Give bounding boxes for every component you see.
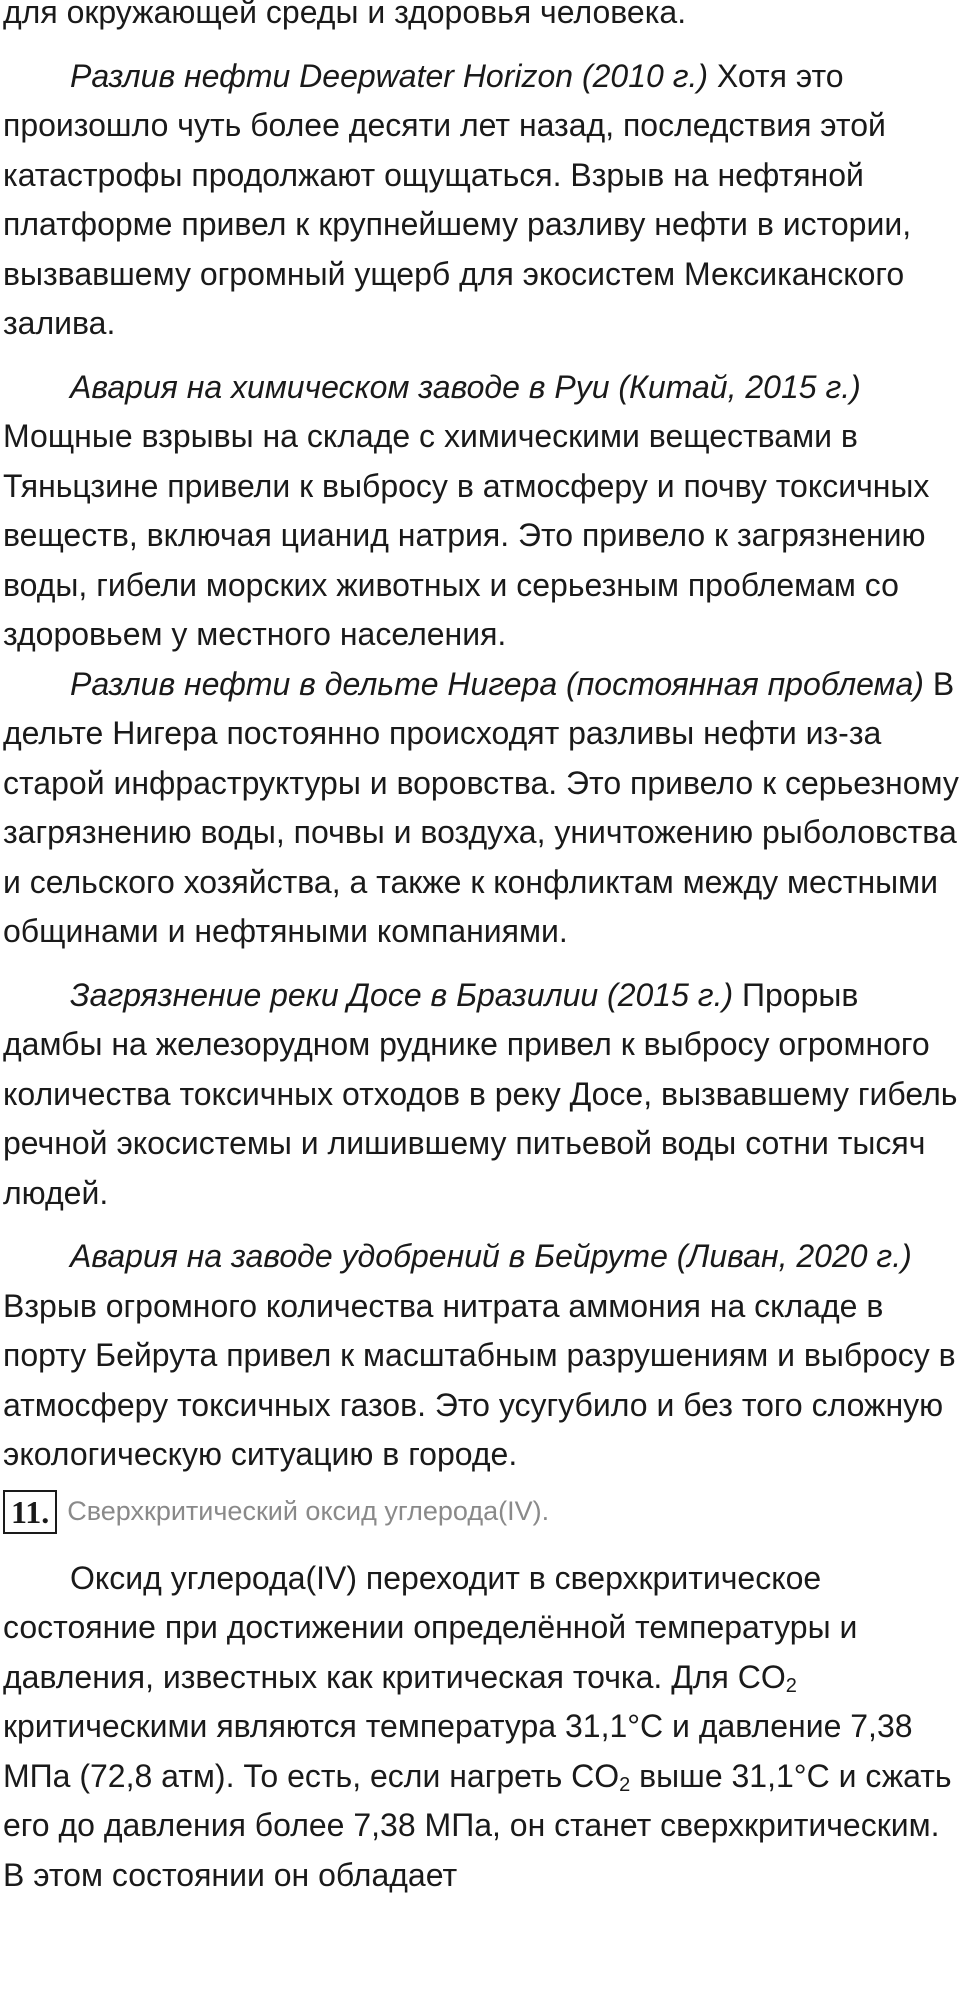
spacer	[0, 349, 960, 363]
case-title: Авария на заводе удобрений в Бейруте (Ливан, 2020 г.)	[70, 1238, 912, 1274]
case-paragraph	[0, 1232, 960, 1480]
case-text: Мощные взрывы на складе с химическими веществами в Тяньцзине привели к выбросу в атмосферу и почву токсичных веществ, включая цианид натрия. Это привело к загрязнению воды, гибели морских животных и серьезным проблемам со здоровьем у местного населения.	[3, 418, 930, 652]
answer-text: выше 31,1°С и сжать его до давления более 7,38 МПа, он станет сверхкритическим. В этом состоянии он обладает	[3, 1757, 952, 1893]
continuation-text: для окружающей среды и здоровья человека.	[3, 0, 687, 30]
case-text: В дельте Нигера постоянно происходят разливы нефти из-за старой инфраструктуры и воровства. Это привело к серьезному загрязнению воды, почвы и воздуха, уничтожению рыболовства и сельского хозяйства, а также к конфликтам между местными общинами и нефтяными компаниями.	[3, 665, 959, 949]
case-text: Взрыв огромного количества нитрата аммония на складе в порту Бейрута привел к масштабным разрушениям и выбросу в атмосферу токсичных газов. Это усугубило и без того сложную экологическую ситуацию в городе.	[3, 1287, 956, 1472]
case-text: Прорыв дамбы на железорудном руднике привел к выбросу огромного количества токсичных отходов в реку Досе, вызвавшему гибель речной экосистемы и лишившему питьевой воды сотни тысяч людей.	[3, 976, 958, 1211]
case-title: Загрязнение реки Досе в Бразилии (2015 г.)	[70, 976, 734, 1013]
case-title: Разлив нефти Deepwater Horizon (2010 г.)	[70, 57, 709, 94]
case-title: Разлив нефти в дельте Нигера (постоянная проблема)	[70, 665, 924, 702]
subscript: 2	[619, 1773, 631, 1796]
case-title: Авария на химическом заводе в Руи (Китай, 2015 г.)	[70, 368, 861, 405]
task-header	[0, 1486, 960, 1538]
case-paragraph	[0, 52, 960, 349]
task-title: Сверхкритический оксид углерода(IV).	[67, 1495, 550, 1526]
subscript: 2	[785, 1674, 797, 1697]
case-text: Хотя это произошло чуть более десяти лет назад, последствия этой катастрофы продолжают ощущаться. Взрыв на нефтяной платформе привел к крупнейшему разливу нефти в истории, вызвавшему огромный ущерб для экосистем Мексиканского залива.	[3, 57, 912, 341]
answer-paragraph	[0, 1554, 960, 1901]
spacer	[0, 1218, 960, 1232]
task-number-badge: 11.	[3, 1490, 57, 1534]
case-paragraph	[0, 363, 960, 660]
spacer	[0, 38, 960, 52]
spacer	[0, 957, 960, 971]
case-paragraph	[0, 971, 960, 1219]
answer-text: Оксид углерода(IV) переходит в сверхкритическое состояние при достижении определённой температуры и давления, известных как критическая точка. Для CO	[3, 1559, 858, 1695]
case-paragraph	[0, 660, 960, 957]
answer-text: критическими являются температура 31,1°С и давление 7,38 МПа (72,8 атм). То есть, если нагреть CO	[3, 1708, 913, 1794]
